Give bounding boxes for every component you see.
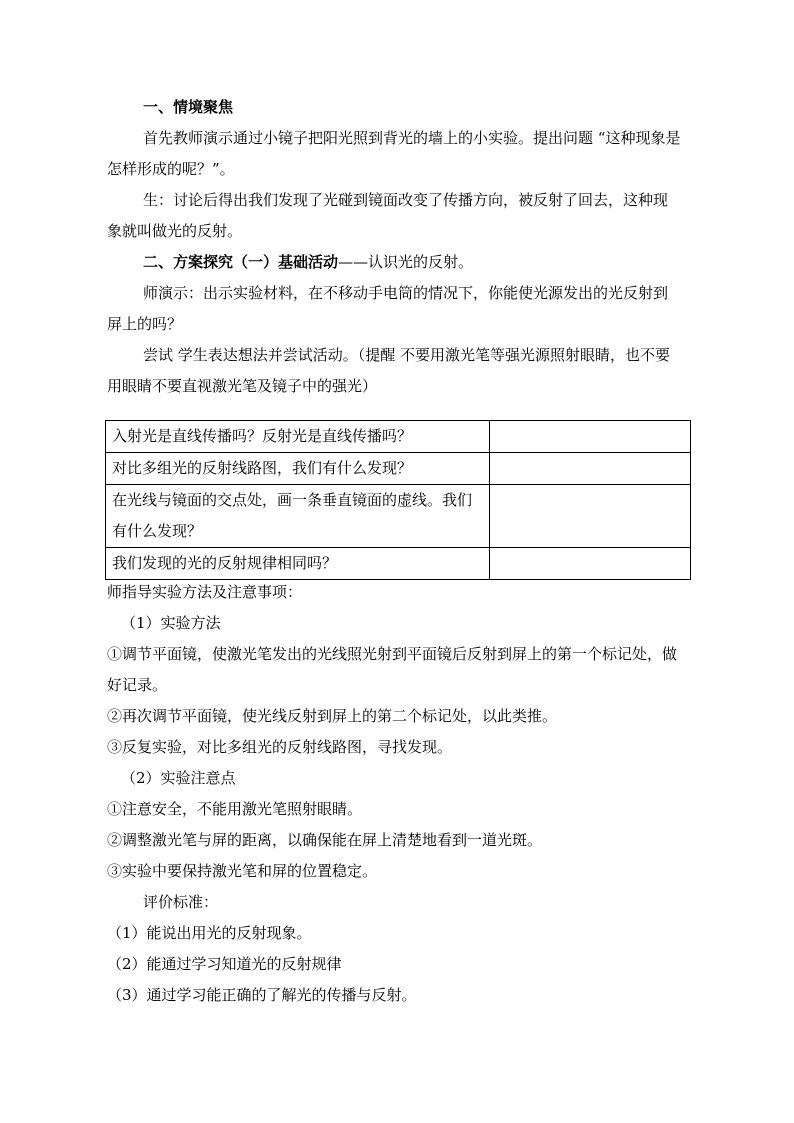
table-row	[106, 485, 691, 548]
section-2-heading	[107, 247, 681, 278]
evaluation-title: 评价标准：	[143, 893, 219, 911]
table-question-cell: 我们发现的光的反射规律相同吗？	[106, 548, 490, 580]
table-question-cell: 对比多组光的反射线路图，我们有什么发现？	[106, 453, 490, 485]
question-table	[105, 420, 691, 580]
table-answer-cell	[490, 421, 691, 453]
notes-title: （2）实验注意点	[121, 769, 236, 787]
section-2-heading-bold: 二、方案探究（一）基础活动	[143, 253, 339, 271]
evaluation-item-2: （2）能通过学习知道光的反射规律	[107, 955, 342, 973]
table-question-cell: 在光线与镜面的交点处，画一条垂直镜面的虚线。我们有什么发现？	[106, 485, 490, 548]
note-1: ①注意安全，不能用激光笔照射眼睛。	[107, 800, 363, 818]
table-answer-cell	[490, 485, 691, 548]
table-row	[106, 453, 691, 485]
evaluation-item-3: （3）通过学习能正确的了解光的传播与反射。	[107, 986, 417, 1004]
section-1-paragraph-1: 首先教师演示通过小镜子把阳光照到背光的墙上的小实验。提出问题 “这种现象是怎样形成的呢？”。	[107, 129, 681, 178]
method-step-3: ③反复实验，对比多组光的反射线路图，寻找发现。	[107, 738, 453, 756]
section-2-paragraph-1: 师演示：出示实验材料，在不移动手电筒的情况下，你能使光源发出的光反射到屏上的吗？	[107, 284, 669, 333]
note-2: ②调整激光笔与屏的距离，以确保能在屏上清楚地看到一道光斑。	[107, 831, 543, 849]
section-2-heading-rest: ——认识光的反射。	[338, 253, 474, 271]
method-step-2: ②再次调节平面镜，使光线反射到屏上的第二个标记处，以此类推。	[107, 707, 558, 725]
note-3: ③实验中要保持激光笔和屏的位置稳定。	[107, 862, 378, 880]
table-question-cell: 入射光是直线传播吗？反射光是直线传播吗？	[106, 421, 490, 453]
section-2-paragraph-2: 尝试 学生表达想法并尝试活动。（提醒 不要用激光笔等强光源照射眼睛，也不要用眼睛不要直视激光笔及镜子中的强光）	[107, 346, 671, 395]
method-title: （1）实验方法	[121, 614, 221, 632]
table-row	[106, 548, 691, 580]
table-answer-cell	[490, 548, 691, 580]
section-1-heading: 一、情境聚焦	[143, 98, 234, 116]
section-1-paragraph-2: 生：讨论后得出我们发现了光碰到镜面改变了传播方向，被反射了回去，这种现象就叫做光的反射。	[107, 191, 669, 240]
table-row	[106, 421, 691, 453]
evaluation-item-1: （1）能说出用光的反射现象。	[107, 924, 312, 942]
guide-intro: 师指导实验方法及注意事项：	[107, 583, 303, 601]
method-step-1: ①调节平面镜，使激光笔发出的光线照光射到平面镜后反射到屏上的第一个标记处，做好记录。	[107, 645, 678, 694]
table-answer-cell	[490, 453, 691, 485]
